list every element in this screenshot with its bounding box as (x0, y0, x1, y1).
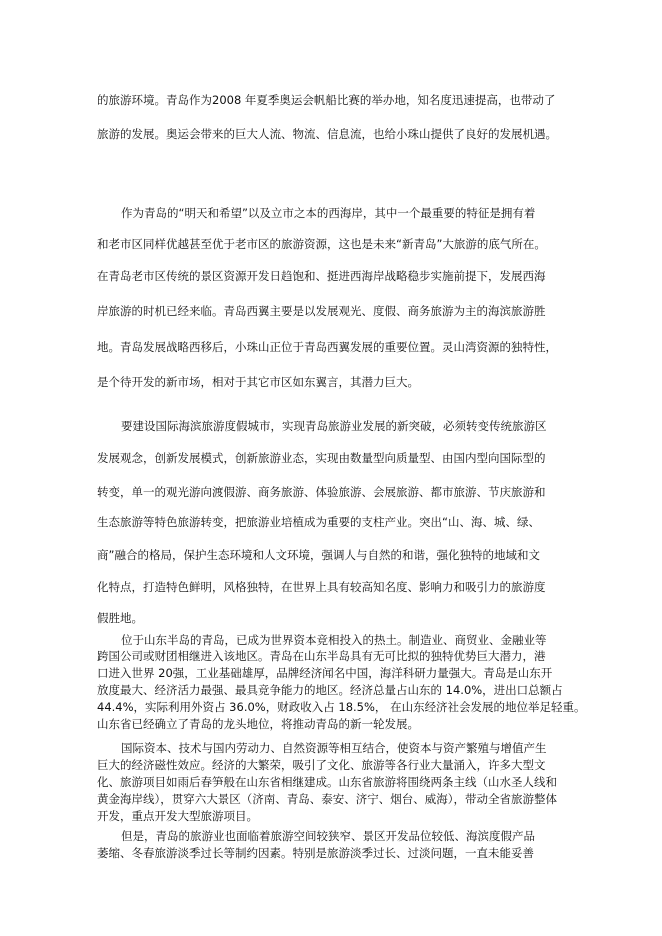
text-line: 开发，重点开发大型旅游项目。 (97, 809, 258, 823)
text-line: 旅游的发展。奥运会带来的巨大人流、物流、信息流，也给小珠山提供了良好的发展机遇。 (97, 127, 557, 141)
text-line: 在青岛老市区传统的景区资源开发日趋饱和、挺进西海岸战略稳步实施前提下，发展西海 (97, 269, 546, 283)
text-line: 国际资本、技术与国内劳动力、自然资源等相互结合，使资本与资产繁殖与增值产生 (121, 741, 547, 755)
text-line: 放度最大、经济活力最强、最具竞争能力的地区。经济总量占山东的 14.0%，进出口总额占 (97, 683, 563, 697)
text-line: 跨国公司或财团相继进入该地区。青岛在山东半岛具有无可比拟的独特优势巨大潜力，港 (97, 649, 546, 663)
text-line: 岸旅游的时机已经来临。青岛西翼主要是以发展观光、度假、商务旅游为主的海滨旅游胜 (97, 304, 546, 318)
text-line: 萎缩、冬春旅游淡季过长等制约因素。特别是旅游淡季过长、过淡问题，一直未能妥善 (97, 846, 534, 860)
text-line: 化特点，打造特色鲜明，风格独特，在世界上具有较高知名度、影响力和吸引力的旅游度 (97, 580, 546, 594)
text-line: 位于山东半岛的青岛，已成为世界资本竞相投入的热土。制造业、商贸业、金融业等 (121, 633, 547, 647)
text-line: 巨大的经济磁性效应。经济的大繁荣，吸引了文化、旅游等各行业大量涌入，许多大型文 (97, 758, 546, 772)
text-line: 但是，青岛的旅游业也面临着旅游空间较狭窄、景区开发品位较低、海滨度假产品 (121, 829, 535, 843)
text-line: 口进入世界 20强，工业基础雄厚，品牌经济闻名中国，海洋科研力量强大。青岛是山东开 (97, 666, 553, 680)
text-line: 是个待开发的新市场，相对于其它市区如东翼言，其潜力巨大。 (97, 375, 419, 389)
text-line: 的旅游环境。青岛作为2008 年夏季奥运会帆船比赛的举办地，知名度迅速提高，也带动了 (97, 93, 556, 107)
text-line: 生态旅游等特色旅游转变，把旅游业培植成为重要的支柱产业。突出“山、海、城、绿、 (97, 515, 540, 529)
text-line: 黄金海岸线），贯穿六大景区（济南、青岛、泰安、济宁、烟台、威海），带动全省旅游整体 (97, 792, 557, 806)
text-line: 发展观念，创新发展模式，创新旅游业态，实现由数量型向质量型、由国内型向国际型的 (97, 451, 546, 465)
text-line: 山东省已经确立了青岛的龙头地位，将推动青岛的新一轮发展。 (97, 717, 419, 731)
text-line: 和老市区同样优越甚至优于老市区的旅游资源，这也是未来“新青岛”大旅游的底气所在。 (97, 237, 546, 251)
text-line: 作为青岛的“明天和希望”以及立市之本的西海岸，其中一个最重要的特征是拥有着 (121, 206, 536, 220)
text-line: 化、旅游项目如雨后春笋般在山东省相继建成。山东省旅游将围绕两条主线（山水圣人线和 (97, 775, 557, 789)
text-line: 要建设国际海滨旅游度假城市，实现青岛旅游业发展的新突破，必须转变传统旅游区 (121, 419, 547, 433)
text-line: 44.4%，实际利用外资占 36.0%，财政收入占 18.5%， 在山东经济社会发展的地位举足轻重。 (97, 700, 586, 714)
text-line: 地。青岛发展战略西移后，小珠山正位于青岛西翼发展的重要位置。灵山湾资源的独特性， (97, 340, 557, 354)
text-line: 转变，单一的观光游向渡假游、商务旅游、体验旅游、会展旅游、都市旅游、节庆旅游和 (97, 485, 546, 499)
text-line: 商”融合的格局，保护生态环境和人文环境，强调人与自然的和谐，强化独特的地域和文 (97, 548, 540, 562)
text-line: 假胜地。 (97, 611, 143, 625)
